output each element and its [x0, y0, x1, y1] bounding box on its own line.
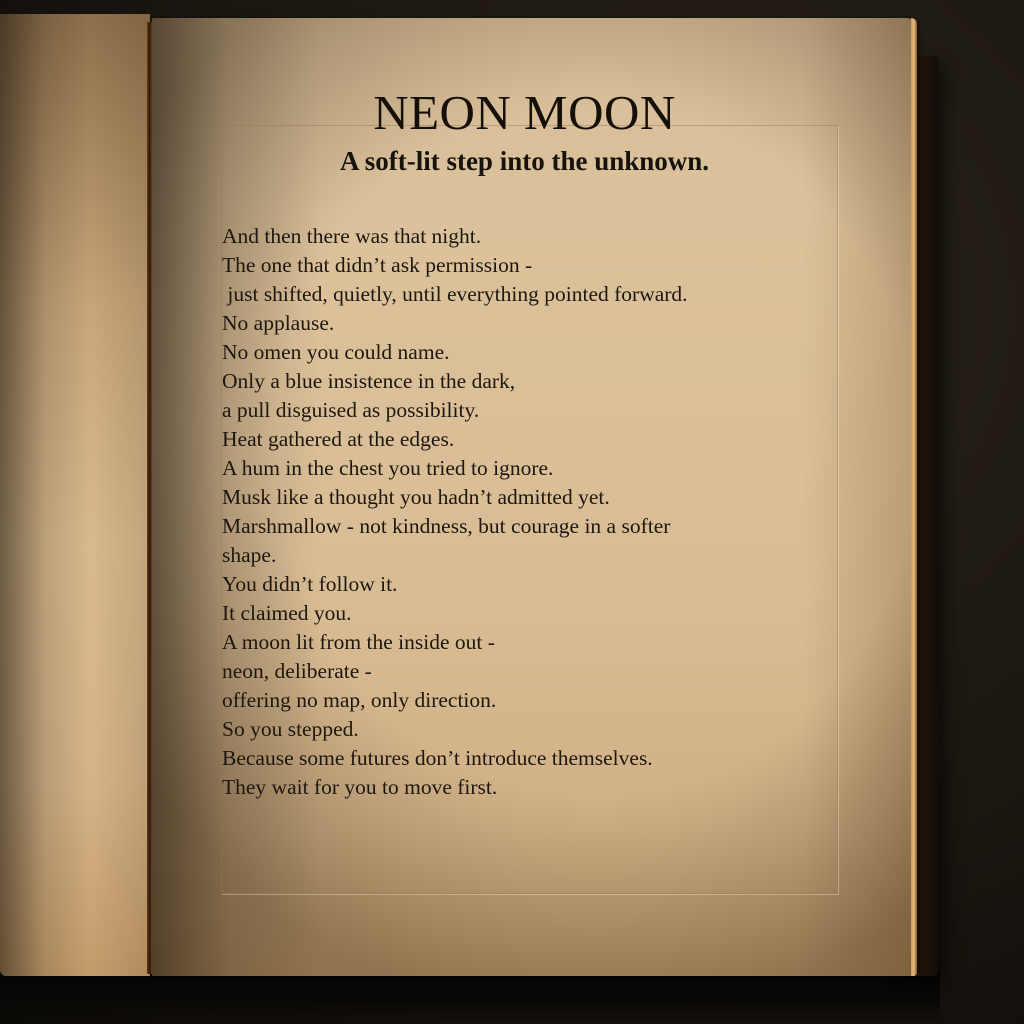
poem-line: So you stepped.: [222, 717, 359, 741]
left-page: [0, 14, 150, 976]
poem-line: A hum in the chest you tried to ignore.: [222, 456, 554, 480]
poem-line: Because some futures don’t introduce themselves.: [222, 746, 653, 770]
poem-line: a pull disguised as possibility.: [222, 398, 480, 422]
poem-subtitle: A soft-lit step into the unknown.: [339, 146, 710, 176]
poem-line: neon, deliberate -: [222, 659, 372, 683]
poem-line: Marshmallow - not kindness, but courage in a softer: [222, 514, 671, 538]
poem-line: It claimed you.: [222, 601, 352, 625]
book-shadow: [0, 970, 940, 1024]
poem-line: A moon lit from the inside out -: [222, 630, 495, 654]
poem-line: Musk like a thought you hadn’t admitted yet.: [222, 485, 610, 509]
poem-title: NEON MOON: [373, 85, 676, 140]
right-page: [152, 18, 917, 976]
poem-line: No omen you could name.: [222, 340, 450, 364]
poem-line: Heat gathered at the edges.: [222, 427, 455, 451]
poem-line: Only a blue insistence in the dark,: [222, 369, 516, 393]
poem-line: They wait for you to move first.: [222, 775, 498, 799]
poem-line: just shifted, quietly, until everything pointed forward.: [222, 282, 688, 306]
poem-line: The one that didn’t ask permission -: [222, 253, 533, 277]
poem-line: shape.: [222, 543, 277, 567]
poem-line: No applause.: [222, 311, 335, 335]
poem-line: You didn’t follow it.: [222, 572, 398, 596]
poem-body: [222, 222, 862, 802]
book-spine-gutter: [147, 22, 152, 974]
poem-line: offering no map, only direction.: [222, 688, 497, 712]
poem-line: And then there was that night.: [222, 224, 482, 248]
